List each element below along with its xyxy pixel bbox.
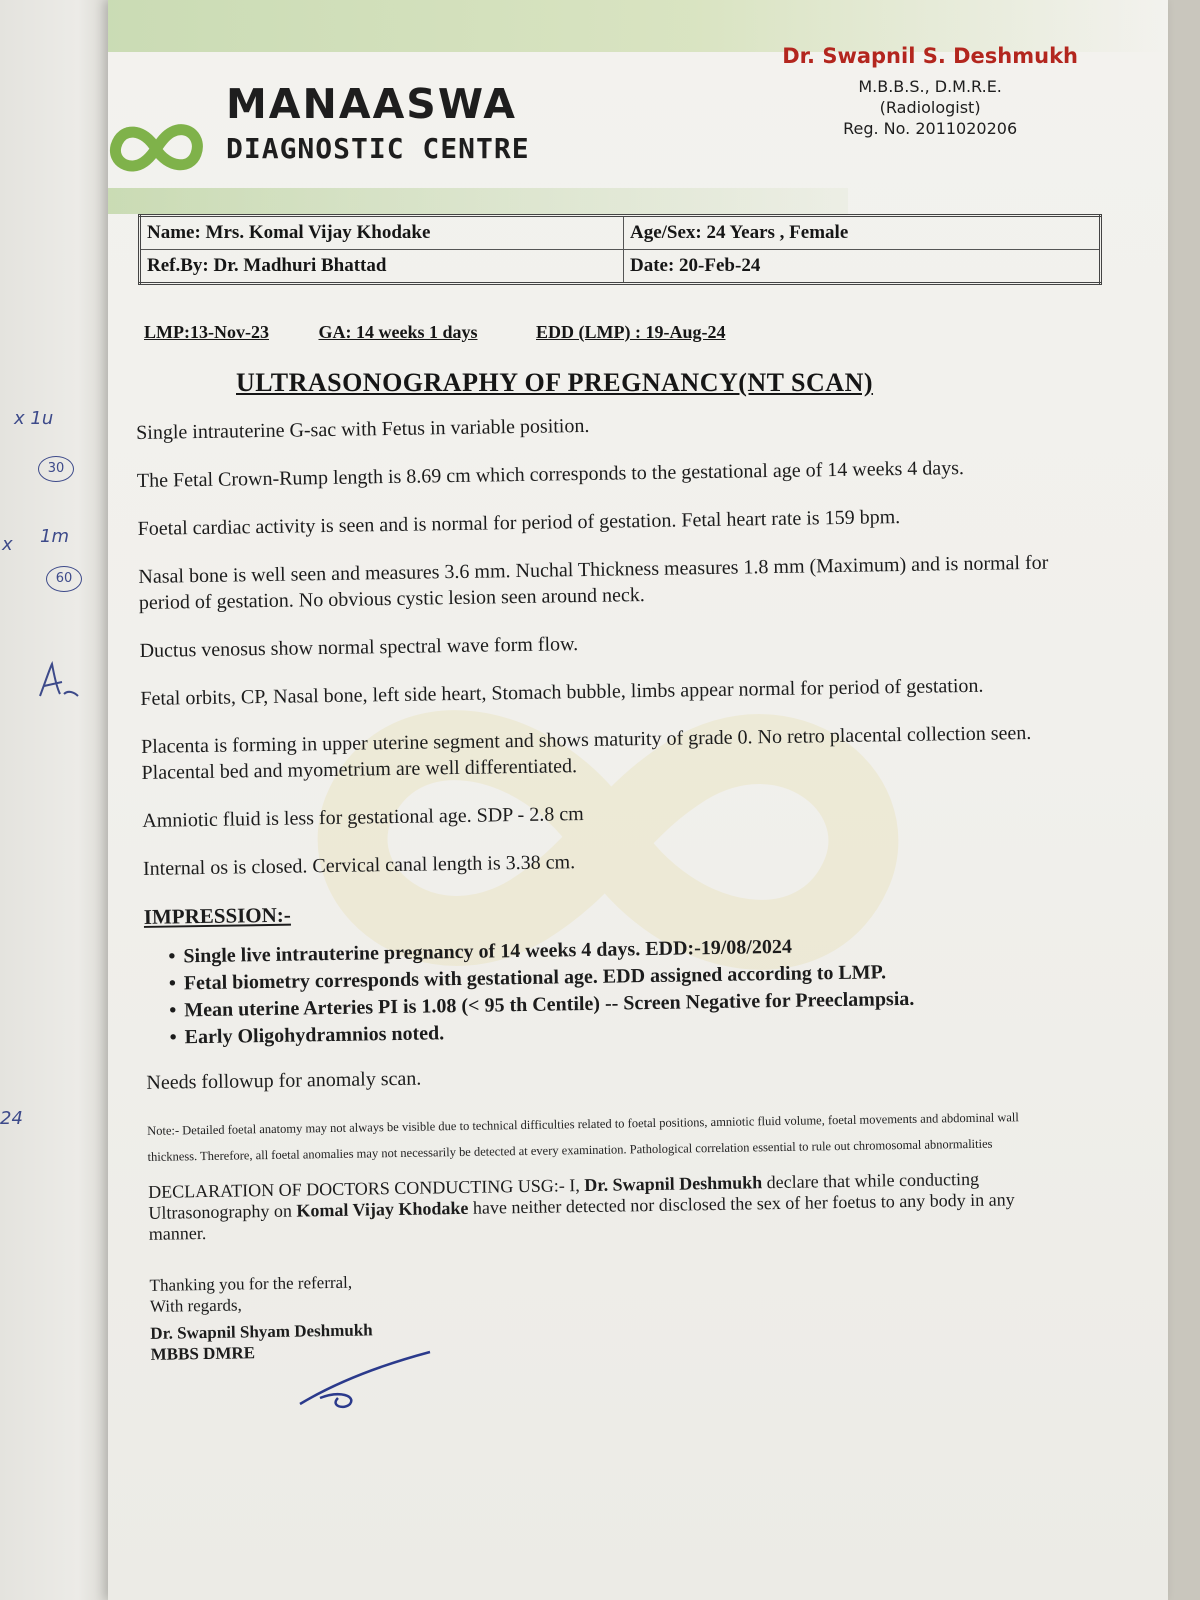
margin-scribble-icon (34, 660, 84, 704)
declaration-text (148, 1167, 1069, 1244)
doctor-role: (Radiologist) (879, 98, 981, 117)
margin-note: 1m (40, 526, 69, 547)
declaration-suffix: have neither detected nor disclosed the sex of her foetus to any body in any manner. (148, 1189, 1015, 1244)
header-stripe-lower (108, 188, 848, 214)
closing-thanks: Thanking you for the referral, (149, 1272, 353, 1295)
lmp-value: LMP:13-Nov-23 (144, 322, 269, 342)
report-title: ULTRASONOGRAPHY OF PREGNANCY(NT SCAN) (236, 368, 874, 397)
margin-circle-note: 60 (46, 566, 82, 592)
impression-item: • Single live intrauterine pregnancy of 14 weeks 4 days. EDD:-19/08/2024 (168, 929, 1064, 970)
doctor-header-block (782, 44, 1078, 139)
patient-info-table (138, 214, 1102, 285)
left-page-edge (0, 0, 112, 1600)
impression-list (144, 929, 1066, 1051)
report-sheet (108, 0, 1168, 1600)
signature-scribble-icon (260, 1346, 460, 1416)
finding-paragraph: Fetal orbits, CP, Nasal bone, left side heart, Stomach bubble, limbs appear normal for period of gestation. (140, 674, 984, 710)
referred-by: Ref.By: Dr. Madhuri Bhattad (140, 250, 624, 284)
finding-paragraph: Nasal bone is well seen and measures 3.6 mm. Nuchal Thickness measures 1.8 mm (Maximum) and is normal for period of gestation. No obvious cystic lesion seen around neck. (138, 551, 1049, 614)
doctor-name: Dr. Swapnil S. Deshmukh (782, 44, 1078, 68)
closing-doctor-name: Dr. Swapnil Shyam Deshmukh (150, 1320, 373, 1343)
brand-subtitle: DIAGNOSTIC CENTRE (226, 132, 530, 165)
declaration-doctor: Dr. Swapnil Deshmukh (584, 1172, 763, 1196)
doctor-registration: Reg. No. 2011020206 (843, 119, 1018, 138)
patient-age-sex: Age/Sex: 24 Years , Female (624, 216, 1101, 250)
finding-paragraph: Single intrauterine G-sac with Fetus in variable position. (136, 414, 590, 444)
report-date: Date: 20-Feb-24 (624, 250, 1101, 284)
pregnancy-dates-line (144, 322, 725, 343)
finding-paragraph: Placenta is forming in upper uterine segment and shows maturity of grade 0. No retro placental collection seen. Placental bed and myometrium are well differentiated. (140, 721, 1032, 784)
report-body (136, 406, 1071, 1365)
closing-doctor-degree: MBBS DMRE (150, 1343, 256, 1364)
impression-item: • Early Oligohydramnios noted. (169, 1010, 1065, 1051)
declaration-patient: Komal Vijay Khodake (296, 1197, 469, 1221)
finding-paragraph: Ductus venosus show normal spectral wave form flow. (139, 633, 579, 662)
margin-note: x (2, 534, 13, 555)
followup-text: Needs followup for anomaly scan. (146, 1067, 422, 1094)
finding-paragraph: Internal os is closed. Cervical canal length is 3.38 cm. (142, 851, 576, 880)
declaration-prefix: DECLARATION OF DOCTORS CONDUCTING USG:- I, (147, 1175, 585, 1202)
brand-name: MANAASWA (226, 80, 517, 128)
patient-name: Name: Mrs. Komal Vijay Khodake (140, 216, 624, 250)
closing-regards: With regards, (149, 1295, 242, 1316)
ga-value: GA: 14 weeks 1 days (318, 322, 478, 342)
finding-paragraph: Foetal cardiac activity is seen and is normal for period of gestation. Fetal heart rate is 159 bpm. (137, 506, 901, 540)
infinity-logo-icon (108, 118, 204, 180)
finding-paragraph: Amniotic fluid is less for gestational age. SDP - 2.8 cm (142, 803, 584, 832)
edd-value: EDD (LMP) : 19-Aug-24 (536, 322, 726, 342)
impression-item: • Fetal biometry corresponds with gestational age. EDD assigned according to LMP. (169, 956, 1065, 997)
impression-item: • Mean uterine Arteries PI is 1.08 (< 95 th Centile) -- Screen Negative for Preeclampsia. (169, 983, 1065, 1024)
doctor-qualification: M.B.B.S., D.M.R.E. (858, 77, 1002, 96)
finding-paragraph: The Fetal Crown-Rump length is 8.69 cm which corresponds to the gestational age of 14 weeks 4 days. (136, 457, 965, 492)
margin-note: 24 (0, 1108, 23, 1129)
impression-heading: IMPRESSION:- (143, 902, 291, 929)
margin-note: x 1u (14, 408, 54, 429)
declaration-middle: declare that while conducting Ultrasonography on (148, 1168, 980, 1223)
margin-circle-note: 30 (38, 456, 74, 482)
disclaimer-note: Note:- Detailed foetal anatomy may not always be visible due to technical difficulties related to foetal positions, amniotic fluid volume, foetal movements and abdominal wall thickness. Therefore, all foetal anomalies may not necessarily be detected at every examination. Pathological correlation essential to rule out chromosomal abnormalities (147, 1110, 1019, 1164)
